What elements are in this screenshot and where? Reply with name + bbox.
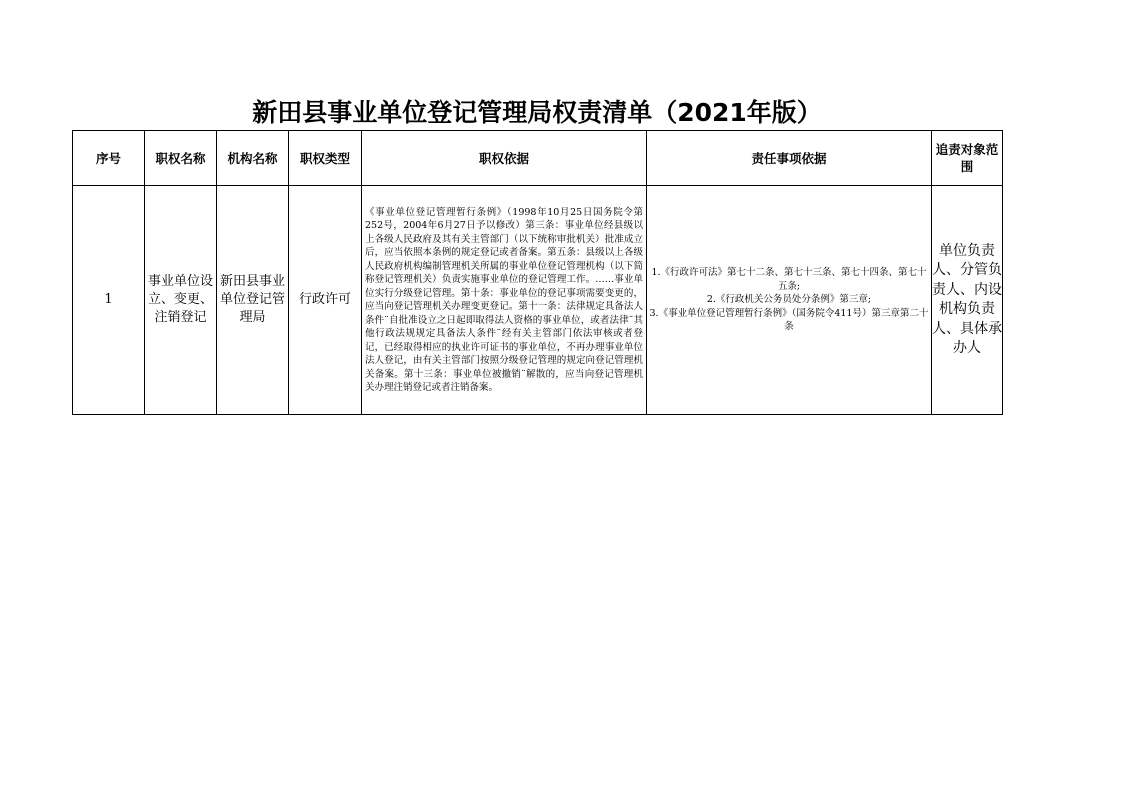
document-title: 新田县事业单位登记管理局权责清单（2021年版）: [252, 98, 822, 127]
cell-power-type: 行政许可: [289, 186, 362, 415]
table-header-row: [73, 131, 1003, 186]
cell-seq: 1: [73, 186, 145, 415]
power-basis-text: 《事业单位登记管理暂行条例》（1998年10月25日国务院令第252号，2004年6月27日予以修改）第三条：事业单位经县级以上各级人民政府及其有关主管部门（以下统称审批机关）批准成立后，应当依照本条例的规定登记或者备案。第五条：县级以上各级人民政府机构编制管理机关所属的事业单位登记管理机构（以下简称登记管理机关）负责实施事业单位的登记管理工作。……事业单位实行分级登记管理。第十条：事业单位的登记事项需要变更的，应当向登记管理机关办理变更登记。第十一条：法律规定具备法人条件¨自批准设立之日起即取得法人资格的事业单位，或者法律¨其他行政法规规定具备法人条件¨经有关主管部门依法审核或者登记，已经取得相应的执业许可证书的事业单位，不再办理事业单位法人登记，由有关主管部门按照分级登记管理的规定向登记管理机关备案。第十三条：事业单位被撤销¨解散的，应当向登记管理机关办理注销登记或者注销备案。: [365, 206, 643, 393]
header-power-name: 职权名称: [145, 131, 217, 186]
cell-accountability-scope: 单位负责人、分管负责人、内设机构负责人、具体承办人: [932, 186, 1003, 415]
cell-responsibility-basis: [647, 186, 932, 415]
header-accountability-scope: 追责对象范围: [932, 131, 1003, 186]
cell-power-basis: [362, 186, 647, 415]
header-seq: 序号: [73, 131, 145, 186]
header-power-basis: 职权依据: [362, 131, 647, 186]
power-responsibility-table: [72, 130, 1003, 415]
table-row: [73, 186, 1003, 415]
responsibility-basis-item: 1.《行政许可法》第七十二条、第七十三条、第七十四条、第七十五条;: [651, 267, 927, 292]
responsibility-basis-item: 3.《事业单位登记管理暂行条例》（国务院令411号）第三章第二十条: [649, 307, 929, 333]
cell-org-name: 新田县事业单位登记管理局: [217, 186, 289, 415]
header-power-type: 职权类型: [289, 131, 362, 186]
cell-power-name: 事业单位设立、变更、注销登记: [145, 186, 217, 415]
responsibility-basis-item: 2.《行政机关公务员处分条例》第三章;: [706, 294, 872, 306]
header-org-name: 机构名称: [217, 131, 289, 186]
header-responsibility-basis: 责任事项依据: [647, 131, 932, 186]
